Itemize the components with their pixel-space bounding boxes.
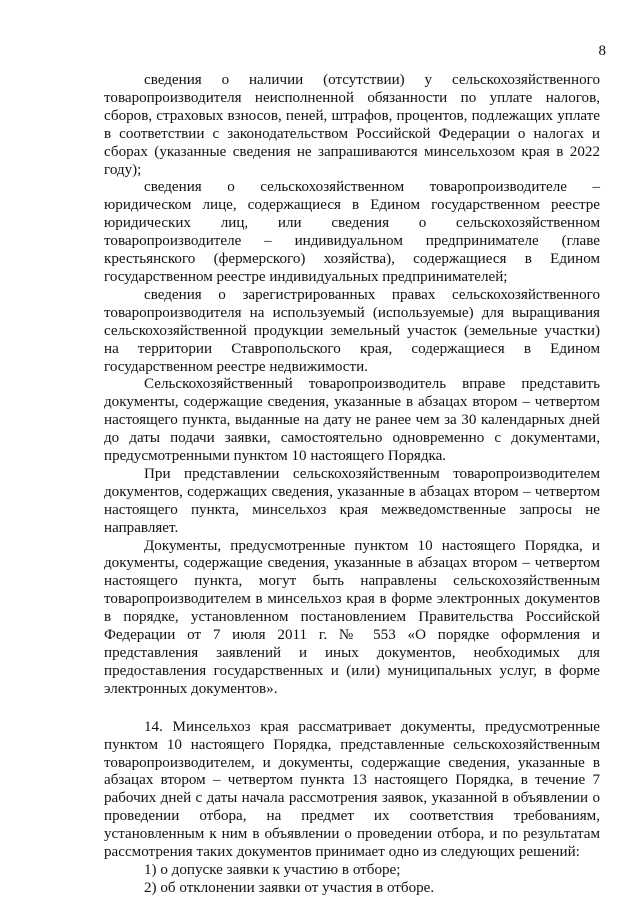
paragraph-item-14: 14. Минсельхоз края рассматривает документы, предусмотренные пунктом 10 настоящего Порядка, представленные сельскохозяйственным товаропроизводителем, и документы, содержащие сведения, указанные в абзацах втором – четвертом пункта 13 настоящего Порядка, в течение 7 рабочих дней с даты начала рассмотрения заявок, указанной в объявлении о проведении отбора, на предмет их соответствия требованиям, установленным к ним в объявлении о проведении отбора, и по результатам рассмотрения таких документов принимает одно из следующих решений: [104, 718, 600, 861]
decision-item-reject: 2) об отклонении заявки от участия в отборе. [144, 879, 435, 896]
paragraph-voluntary-submission: Сельскохозяйственный товаропроизводитель вправе представить документы, содержащие сведения, указанные в абзацах втором – четвертом настоящего пункта, выданные на дату не ранее чем за 30 календарных дней до даты подачи заявки, самостоятельно одновременно с документами, предусмотренными пунктом 10 настоящего Порядка. [104, 376, 600, 465]
paragraph-electronic-documents: Документы, предусмотренные пунктом 10 настоящего Порядка, и документы, содержащие сведения, указанные в абзацах втором – четвертом настоящего пункта, могут быть направлены сельскохозяйственным товаропроизводителем в минсельхоз края в форме электронных документов в порядке, установленном постановлением Правительства Российской Федерации от 7 июля 2011 г. № 553 «О порядке оформления и представления заявлений и иных документов, необходимых для предоставления государственных и (или) муниципальных услуг, в форме электронных документов». [104, 537, 600, 697]
paragraph-tax-debt-info: сведения о наличии (отсутствии) у сельскохозяйственного товаропроизводителя неисполненной обязанности по уплате налогов, сборов, страховых взносов, пеней, штрафов, процентов, подлежащих уплате в соответствии с законодательством Российской Федерации о налогах и сборах (указанные сведения не запрашиваются минсельхозом края в 2022 году); [104, 72, 600, 178]
paragraph-no-interagency-requests: При представлении сельскохозяйственным товаропроизводителем документов, содержащих сведения, указанные в абзацах втором – четвертом настоящего пункта, минсельхоз края межведомственные запросы не направляет. [104, 465, 600, 536]
document-body [104, 72, 600, 898]
page-number: 8 [598, 43, 606, 59]
paragraph-land-rights-info: сведения о зарегистрированных правах сельскохозяйственного товаропроизводителя на используемый (используемые) для выращивания сельскохозяйственной продукции земельный участок (земельные участки) на территории Ставропольского края, содержащиеся в Едином государственном реестре недвижимости. [104, 286, 600, 375]
paragraph-registry-info: сведения о сельскохозяйственном товаропроизводителе – юридическом лице, содержащиеся в Едином государственном реестре юридических лиц, или сведения о сельскохозяйственном товаропроизводителе – индивидуальном предпринимателе (главе крестьянского (фермерского) хозяйства), содержащиеся в Едином государственном реестре индивидуальных предпринимателей; [104, 179, 600, 285]
section-gap [104, 699, 600, 719]
decision-item-admit: 1) о допуске заявки к участию в отборе; [144, 861, 401, 878]
